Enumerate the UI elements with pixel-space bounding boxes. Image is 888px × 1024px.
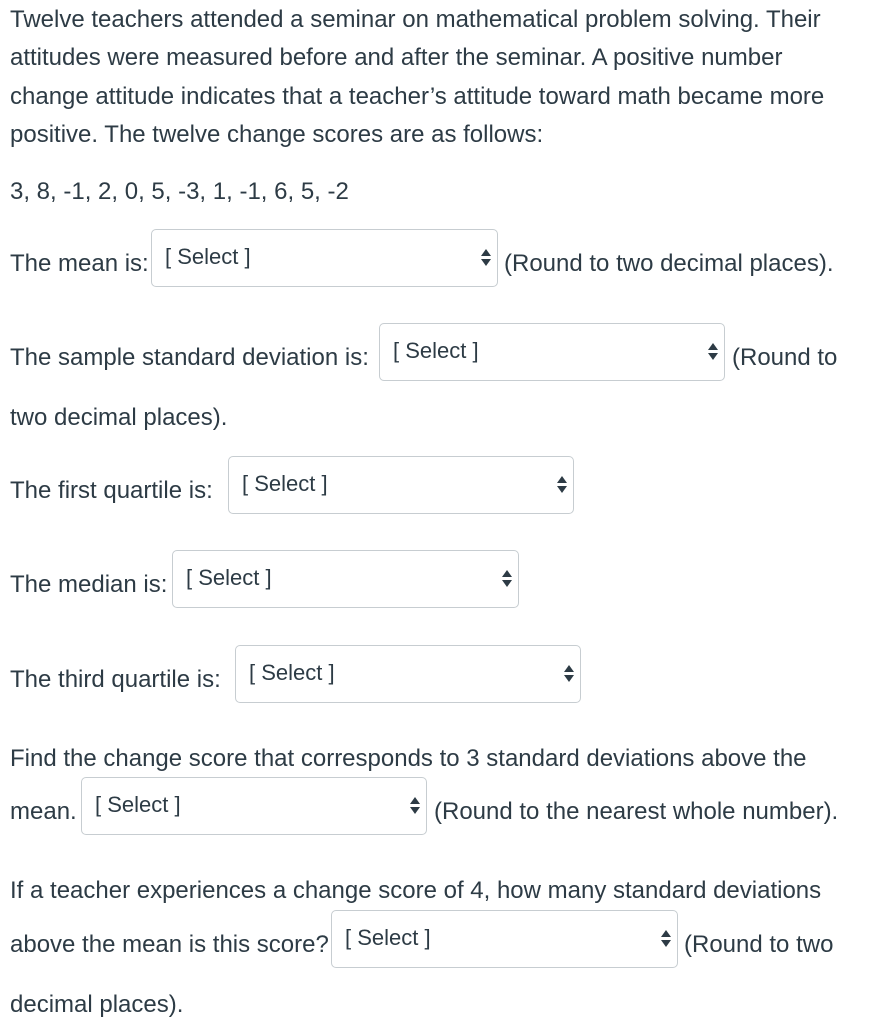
mean-label: The mean is:: [10, 250, 149, 277]
mean-select-value: [ Select ]: [165, 244, 251, 269]
select-arrows-icon: [661, 930, 671, 950]
three-sd-select[interactable]: [81, 777, 427, 835]
select-arrows-icon: [708, 343, 718, 363]
z-score-select[interactable]: [331, 910, 678, 968]
q3-label: The third quartile is:: [10, 666, 221, 693]
q1-label: The first quartile is:: [10, 477, 213, 504]
z-score-suffix: (Round to two: [684, 931, 834, 958]
q3-select-value: [ Select ]: [249, 660, 335, 685]
change-scores: 3, 8, -1, 2, 0, 5, -3, 1, -1, 6, 5, -2: [10, 178, 349, 205]
sd-select[interactable]: [379, 323, 725, 381]
median-label: The median is:: [10, 571, 168, 598]
select-arrows-icon: [564, 665, 574, 685]
sd-continuation: two decimal places).: [10, 404, 228, 431]
sd-label: The sample standard deviation is:: [10, 344, 369, 371]
three-sd-suffix: (Round to the nearest whole number).: [434, 798, 839, 825]
z-score-question: If a teacher experiences a change score of 4, how many standard deviations: [10, 877, 822, 904]
sd-select-value: [ Select ]: [393, 338, 479, 363]
mean-suffix: (Round to two decimal places).: [504, 250, 834, 277]
three-sd-question: Find the change score that corresponds to 3 standard deviations above the: [10, 745, 807, 772]
q3-select[interactable]: [235, 645, 581, 703]
z-score-label: above the mean is this score?: [10, 931, 329, 958]
median-select-value: [ Select ]: [186, 565, 272, 590]
median-select[interactable]: [172, 550, 519, 608]
mean-select[interactable]: [151, 229, 498, 287]
select-arrows-icon: [557, 476, 567, 496]
q1-select-value: [ Select ]: [242, 471, 328, 496]
sd-suffix: (Round to: [732, 344, 838, 371]
intro-line-2: attitudes were measured before and after the seminar. A positive number: [10, 44, 783, 71]
z-score-select-value: [ Select ]: [345, 925, 431, 950]
select-arrows-icon: [410, 797, 420, 817]
three-sd-label: mean.: [10, 798, 77, 825]
intro-line-1: Twelve teachers attended a seminar on mathematical problem solving. Their: [10, 6, 821, 33]
intro-line-3: change attitude indicates that a teacher’s attitude toward math became more: [10, 83, 825, 110]
intro-line-4: positive. The twelve change scores are as follows:: [10, 121, 544, 148]
z-score-continuation: decimal places).: [10, 991, 184, 1018]
select-arrows-icon: [502, 570, 512, 590]
select-arrows-icon: [481, 249, 491, 269]
three-sd-select-value: [ Select ]: [95, 792, 181, 817]
q1-select[interactable]: [228, 456, 574, 514]
